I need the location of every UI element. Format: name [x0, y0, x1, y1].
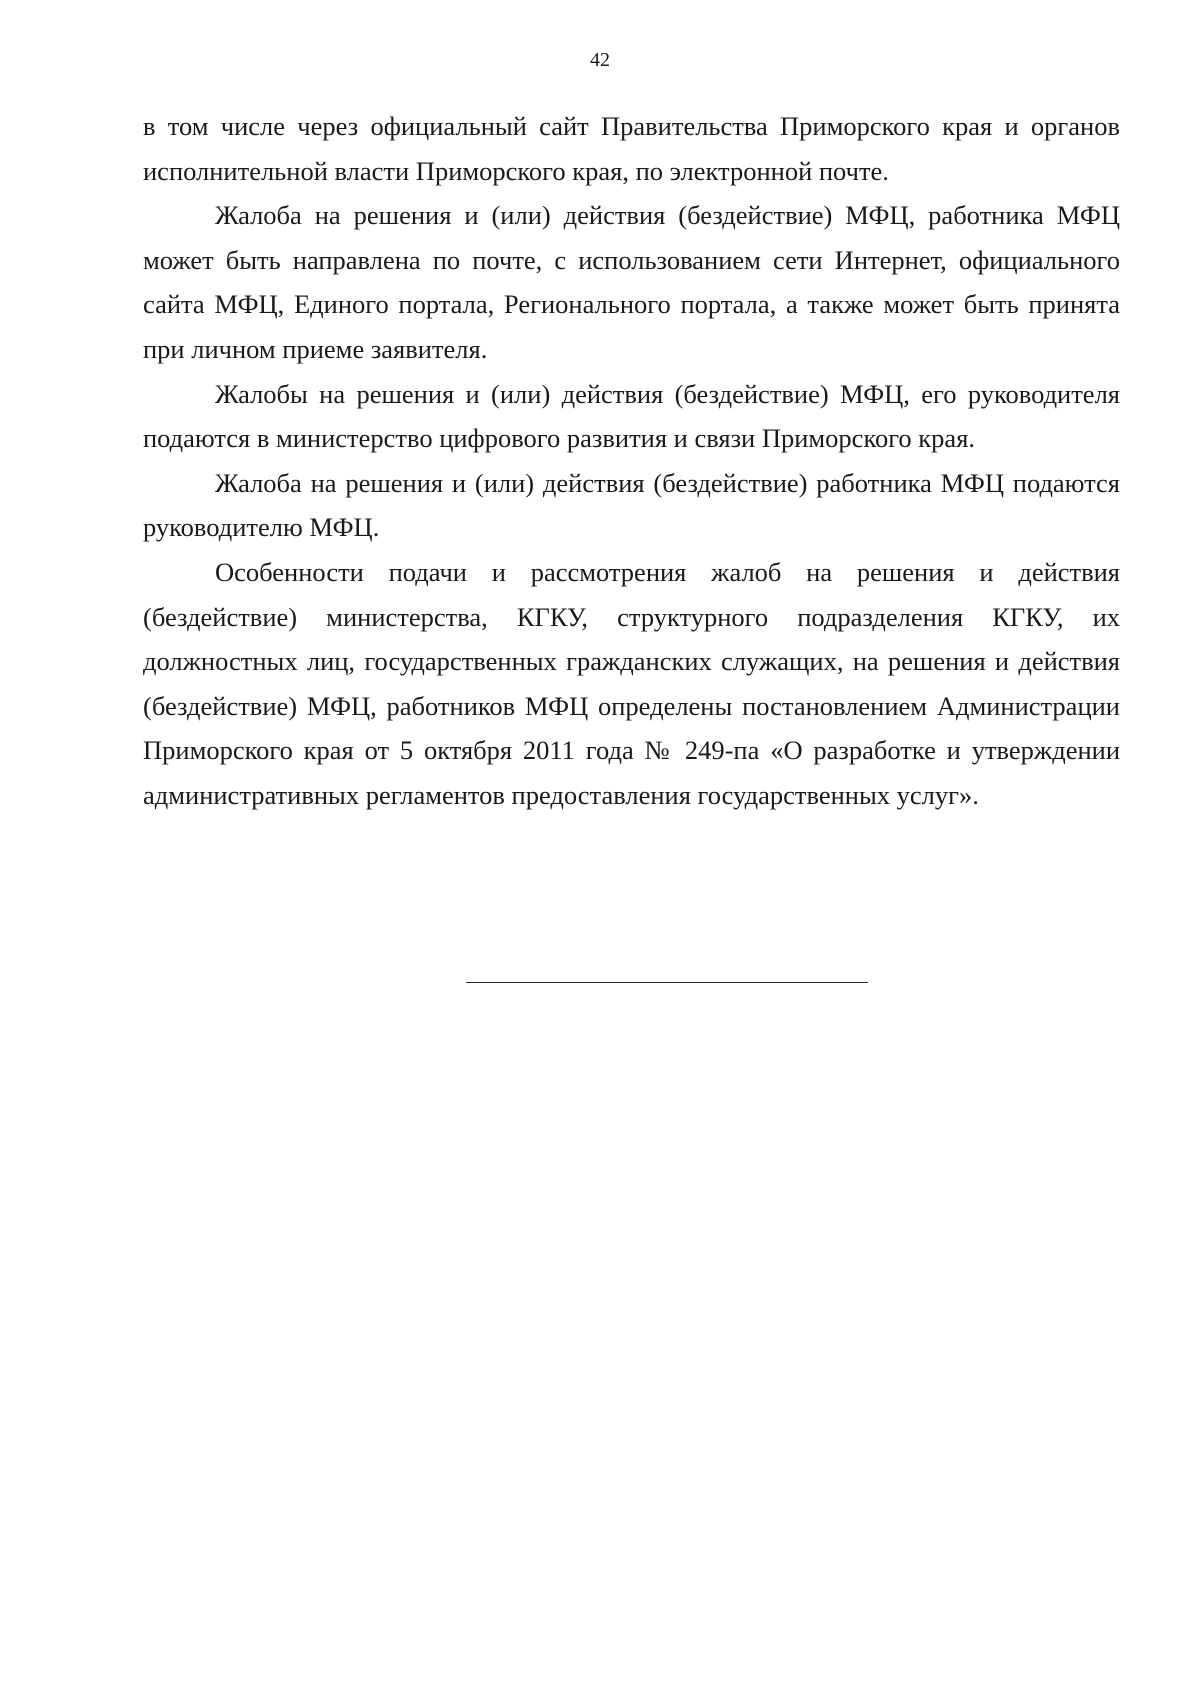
paragraph: Особенности подачи и рассмотрения жалоб на решения и действия (бездействие) министерства, КГКУ, структурного подразделения КГКУ, их должностных лиц, государственных гражданских служащих, на решения и действия (бездействие) МФЦ, работников МФЦ определены постановлением Администрации Приморского края от 5 октября 2011 года № 249-па «О разработке и утверждении административных регламентов предоставления государственных услуг».: [143, 556, 1120, 810]
paragraph: Жалоба на решения и (или) действия (бездействие) работника МФЦ подаются руководителю МФЦ.: [143, 467, 1120, 543]
paragraph: в том числе через официальный сайт Правительства Приморского края и органов исполнительной власти Приморского края, по электронной почте.: [143, 111, 1120, 186]
paragraph: Жалобы на решения и (или) действия (бездействие) МФЦ, его руководителя подаются в министерство цифрового развития и связи Приморского края.: [143, 378, 1120, 454]
body-text: [143, 104, 1120, 818]
page-number: 42: [590, 49, 610, 71]
paragraph: Жалоба на решения и (или) действия (бездействие) МФЦ, работника МФЦ может быть направлена по почте, с использованием сети Интернет, официального сайта МФЦ, Единого портала, Регионального портала, а также может быть принята при личном приеме заявителя.: [143, 200, 1120, 364]
end-separator-line: [466, 982, 868, 983]
